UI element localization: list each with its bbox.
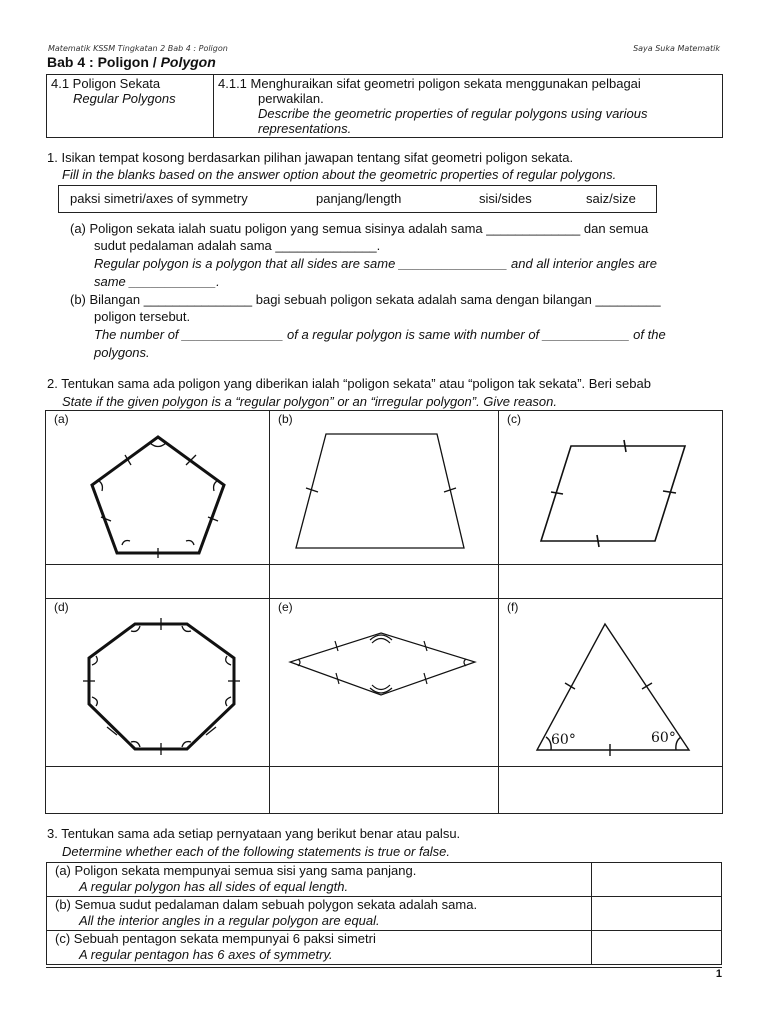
- header-left: Matematik KSSM Tingkatan 2 Bab 4 : Poligon: [48, 44, 228, 53]
- q3b-answer-cell[interactable]: [592, 897, 722, 931]
- q3-row: [47, 863, 722, 897]
- q3a-ms: (a) Poligon sekata mempunyai semua sisi yang sama panjang.: [55, 863, 417, 878]
- q3c-ms: (c) Sebuah pentagon sekata mempunyai 6 paksi simetri: [55, 931, 376, 946]
- q2-instruction-en: State if the given polygon is a “regular polygon” or an “irregular polygon”. Give reason.: [62, 394, 557, 409]
- cell-b-answer[interactable]: [270, 565, 499, 599]
- option-sides: sisi/sides: [479, 191, 532, 206]
- option-size: saiz/size: [586, 191, 636, 206]
- q1-instruction-en: Fill in the blanks based on the answer option about the geometric properties of regular polygons.: [62, 167, 617, 182]
- q3b-ms: (b) Semua sudut pedalaman dalam sebuah polygon sekata adalah sama.: [55, 897, 478, 912]
- chapter-title-ms: Bab 4 : Poligon /: [47, 54, 161, 70]
- cell-e-figure: [270, 599, 499, 767]
- label-b: (b): [278, 412, 293, 426]
- chapter-title: [47, 54, 216, 70]
- cell-c-answer[interactable]: [499, 565, 722, 599]
- q1b-en-2: polygons.: [94, 345, 150, 360]
- standard-ms-2: perwakilan.: [258, 91, 324, 106]
- angle-label-right: 60°: [651, 730, 676, 746]
- label-d: (d): [54, 600, 69, 614]
- option-length: panjang/length: [316, 191, 402, 206]
- label-a: (a): [54, 412, 69, 426]
- cell-d-figure: [46, 599, 270, 767]
- q1-options-box: [58, 185, 657, 213]
- q3-statement-cell: [47, 897, 592, 931]
- topic-code-cell: [47, 75, 214, 138]
- q1a-en-1: Regular polygon is a polygon that all sides are same _______________ and all interior angles are: [94, 256, 657, 271]
- q3-instruction-ms: 3. Tentukan sama ada setiap pernyataan yang berikut benar atau palsu.: [47, 826, 461, 841]
- q3-instruction-en: Determine whether each of the following statements is true or false.: [62, 844, 451, 859]
- q3c-answer-cell[interactable]: [592, 931, 722, 965]
- footer-rule: [46, 967, 722, 968]
- q3-table: [46, 862, 722, 965]
- q3a-answer-cell[interactable]: [592, 863, 722, 897]
- q1a-ms-1: (a) Poligon sekata ialah suatu poligon yang semua sisinya adalah sama _____________ dan semua: [70, 221, 649, 236]
- standard-en-2: representations.: [258, 121, 352, 136]
- cell-c-figure: [499, 411, 722, 565]
- q1a-ms-2: sudut pedalaman adalah sama ______________.: [94, 238, 381, 253]
- label-e: (e): [278, 600, 293, 614]
- standard-en-1: Describe the geometric properties of regular polygons using various: [258, 106, 648, 121]
- q3c-en: A regular pentagon has 6 axes of symmetry.: [79, 947, 333, 962]
- q3-row: [47, 897, 722, 931]
- q1-instruction-ms: 1. Isikan tempat kosong berdasarkan pilihan jawapan tentang sifat geometri poligon sekata.: [47, 150, 574, 165]
- q3-statement-cell: [47, 863, 592, 897]
- cell-e-answer[interactable]: [270, 767, 499, 813]
- q3-row: [47, 931, 722, 965]
- topic-standard-cell: [214, 75, 723, 138]
- header-right: Saya Suka Matematik: [633, 44, 720, 53]
- cell-b-figure: [270, 411, 499, 565]
- q1a-en-2: same ____________.: [94, 274, 220, 289]
- cell-d-answer[interactable]: [46, 767, 270, 813]
- cell-f-answer[interactable]: [499, 767, 722, 813]
- topic-table: [46, 74, 723, 138]
- q1b-en-1: The number of ______________ of a regular polygon is same with number of ____________ of the: [94, 327, 666, 342]
- label-c: (c): [507, 412, 521, 426]
- chapter-title-en: Polygon: [160, 54, 216, 70]
- option-axes-of-symmetry: paksi simetri/axes of symmetry: [70, 191, 248, 206]
- q3b-en: All the interior angles in a regular polygon are equal.: [79, 913, 380, 928]
- topic-code: 4.1 Poligon Sekata: [51, 76, 161, 91]
- topic-code-en: Regular Polygons: [73, 91, 176, 106]
- q3a-en: A regular polygon has all sides of equal length.: [79, 879, 349, 894]
- q1b-ms-2: poligon tersebut.: [94, 309, 191, 324]
- q3-statement-cell: [47, 931, 592, 965]
- q2-grid: [45, 410, 723, 814]
- cell-a-answer[interactable]: [46, 565, 270, 599]
- cell-f-figure: [499, 599, 722, 767]
- q2-instruction-ms: 2. Tentukan sama ada poligon yang diberikan ialah “poligon sekata” atau “poligon tak sekata”. Beri sebab: [47, 376, 651, 391]
- label-f: (f): [507, 600, 519, 614]
- page-number: 1: [715, 968, 722, 980]
- angle-label-left: 60°: [551, 732, 576, 748]
- cell-a-figure: [46, 411, 270, 565]
- q1b-ms-1: (b) Bilangan _______________ bagi sebuah poligon sekata adalah sama dengan bilangan _________: [70, 292, 661, 307]
- standard-ms-1: 4.1.1 Menghuraikan sifat geometri poligon sekata menggunakan pelbagai: [218, 76, 641, 91]
